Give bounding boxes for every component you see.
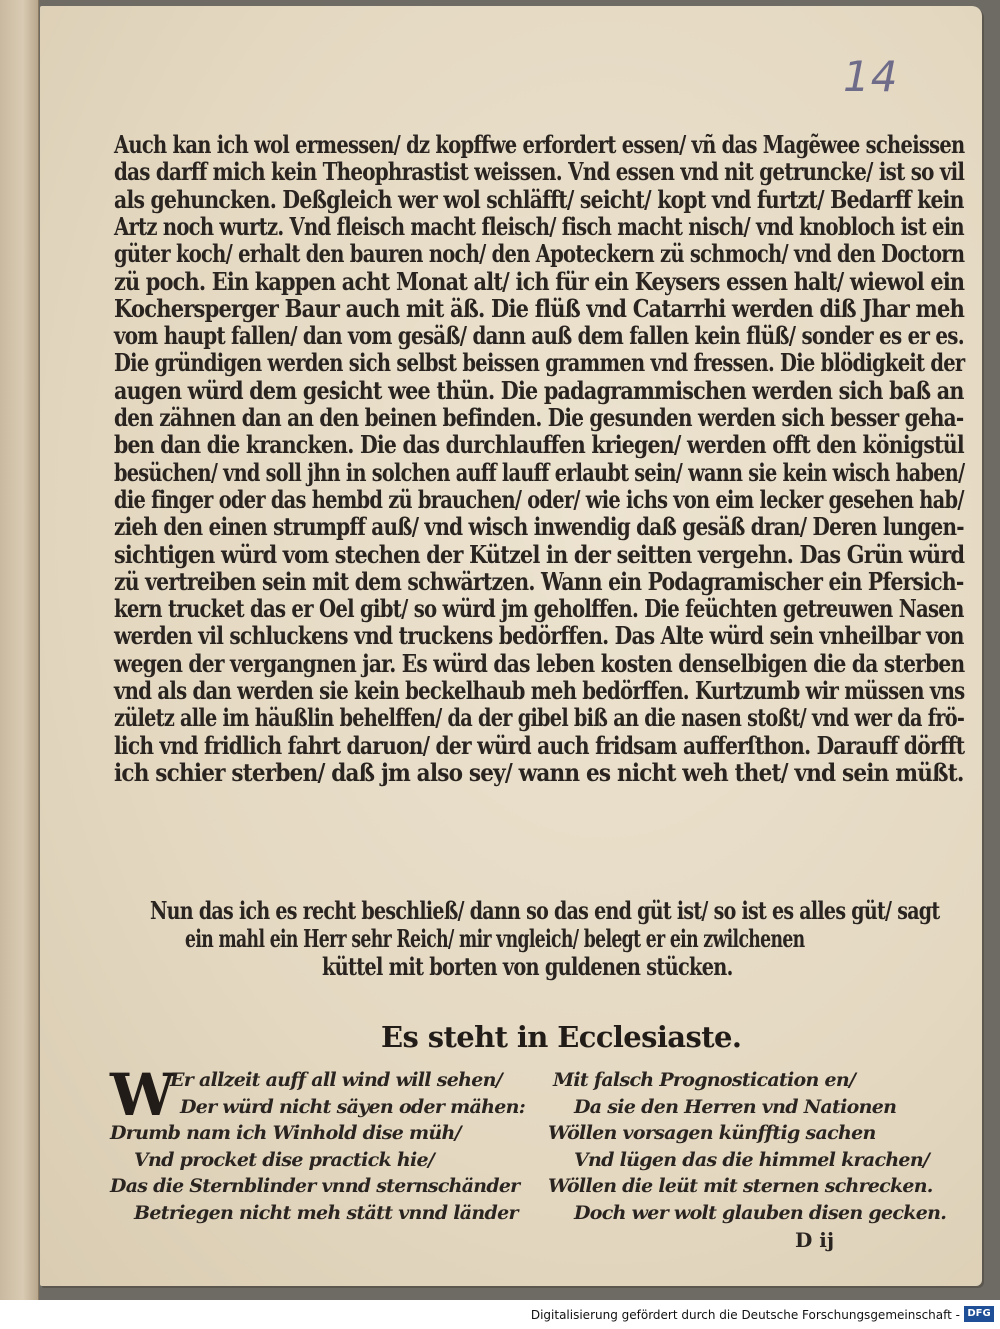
catchword: D ij	[795, 1228, 835, 1252]
verse-line-right: Da sie den Herren vnd Nationen	[574, 1095, 897, 1118]
verse-line-right: Vnd lügen das die himmel krachen/	[574, 1148, 930, 1171]
body-line: zü vertreiben sein mit dem schwärtzen. Wann ein Podagramischer ein Pfersich-	[114, 566, 964, 596]
verse-line-left: Vnd procket dise practick hie/	[134, 1148, 435, 1171]
body-line: Kochersperger Baur auch mit äß. Die flüß vnd Catarrhi werden diß Jhar meh	[114, 293, 965, 323]
footer-bar	[0, 1300, 1000, 1329]
dfg-logo: DFG	[964, 1306, 994, 1322]
verse-line-left: Drumb nam ich Winhold dise müh/	[110, 1122, 461, 1145]
body-line: besüchen/ vnd soll jhn in solchen auff lauff erlaubt sein/ wann sie kein wisch haben/	[114, 457, 965, 487]
verse-line-right: Doch wer wolt glauben disen gecken.	[574, 1202, 947, 1224]
body-line: den zähnen dan an den beinen befinden. Die gesunden werden sich besser geha-	[114, 403, 964, 432]
verse-line-right: Mit falsch Prognostication en/	[553, 1069, 856, 1091]
body-line: kern trucket das er Oel gibt/ so würd jm geholffen. Die feüchten getreuwen Nasen	[114, 594, 964, 624]
body-line: zieh den einen strumpff auß/ vnd wisch inwendig daß gesäß dran/ Deren lungen-	[114, 512, 964, 542]
body-line: vom haupt fallen/ dan vom gesäß/ dann auß dem fallen kein flüß/ sonder es er es.	[114, 321, 964, 351]
verse-line-right: Wöllen die leüt mit sternen schrecken.	[548, 1175, 933, 1198]
verse-line-left: Das die Sternblinder vnnd sternschänder	[110, 1175, 520, 1198]
verse-line-left: Der würd nicht säyen oder mähen:	[180, 1095, 526, 1118]
body-line: werden vil schluckens vnd truckens bedörffen. Das Alte würd sein vnheilbar von	[114, 621, 964, 651]
folio-number: 14	[843, 52, 899, 101]
body-line: augen würd dem gesicht wee thün. Die padagrammischen werden sich baß an	[114, 375, 964, 405]
section-heading: Es steht in Ecclesiaste.	[381, 1020, 742, 1054]
body-line: ben dan die krancken. Die das durchlauffen kriegen/ werden offt den königstül	[114, 430, 964, 460]
body-line: als gehuncken. Deßgleich wer wol schläfft/ seicht/ kopt vnd furtzt/ Bedarff kein	[114, 184, 964, 214]
body-line: wegen der vergangnen jar. Es würd das leben kosten denselbigen die da sterben	[114, 648, 965, 678]
body-line: ich schier sterben/ daß jm also sey/ wann es nicht weh thet/ vnd sein müßt.	[114, 757, 964, 787]
funding-credit: Digitalisierung gefördert durch die Deutsche Forschungsgemeinschaft -	[530, 1308, 960, 1322]
body-line: die finger oder das hembd zü brauchen/ oder/ wie ichs von eim lecker gesehen hab/	[114, 484, 964, 514]
body-line: lich vnd fridlich fahrt daruon/ der würd auch fridsam aufferſthon. Darauff dörfft	[114, 730, 965, 760]
body-line: güter koch/ erhalt den bauren noch/ den Apoteckern zü schmoch/ vnd den Doctorn	[114, 239, 965, 269]
previous-page-edge	[0, 0, 39, 1300]
body-line: sichtigen würd vom stechen der Kützel in der seitten vergehn. Das Grün würd	[114, 539, 965, 569]
verse-line-left: Er allzeit auff all wind will sehen/	[170, 1069, 502, 1091]
closing-line: ein mahl ein Herr sehr Reich/ mir vngleich/ belegt er ein zwilchenen	[185, 924, 805, 953]
body-line: Artz noch wurtz. Vnd fleisch macht fleisch/ fisch macht nisch/ vnd knobloch ist ein	[114, 211, 964, 241]
closing-line: Nun das ich es recht beschließ/ dann so das end güt ist/ so ist es alles güt/ sagt	[150, 896, 940, 925]
closing-line: küttel mit borten von guldenen stücken.	[322, 952, 733, 981]
body-line: das darff mich kein Theophrastist weissen. Vnd essen vnd nit getruncke/ ist so vil	[114, 157, 965, 187]
body-line: zü poch. Ein kappen acht Monat alt/ ich für ein Keysers essen halt/ wiewol ein	[114, 266, 965, 296]
body-line: Die gründigen werden sich selbst beissen grammen vnd fressen. Die blödigkeit der	[114, 348, 965, 378]
drop-cap-initial: W	[110, 1061, 176, 1129]
body-line: Auch kan ich wol ermessen/ dz kopffwe erfordert essen/ vñ das Magẽwee scheissen	[114, 130, 965, 159]
body-line: vnd als dan werden sie kein beckelhaub meh bedörffen. Kurtzumb wir müssen vns	[114, 676, 965, 705]
body-line: zületz alle im häußlin behelffen/ da der gibel biß an die nasen stoßt/ vnd wer da frö-	[114, 703, 965, 733]
verse-line-right: Wöllen vorsagen künfftig sachen	[548, 1122, 876, 1145]
verse-line-left: Betriegen nicht meh stätt vnnd länder	[134, 1202, 518, 1224]
